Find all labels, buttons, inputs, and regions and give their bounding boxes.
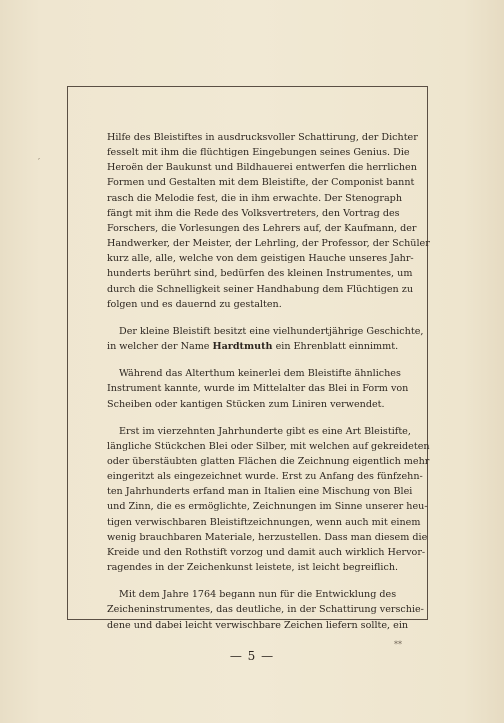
text-line: Hilfe des Bleistiftes in ausdrucksvoller Schattirung, der Dichter — [107, 132, 418, 143]
text-line: oder überstäubten glatten Flächen die Zeichnung eigentlich mehr — [107, 455, 430, 467]
paragraph — [107, 366, 409, 411]
text-line: Der kleine Bleistift besitzt eine vielhundertjährige Geschichte, — [119, 325, 424, 337]
text-line: hunderts berührt sind, bedürfen des kleinen Instrumentes, um — [107, 268, 413, 280]
text-line: ragendes in der Zeichenkunst leistete, ist leicht begreiflich. — [107, 562, 399, 574]
text-line: dene und dabei leicht verwischbare Zeichen liefern sollte, ein — [107, 619, 409, 631]
paragraph — [107, 130, 430, 312]
text-line: fängt mit ihm die Rede des Volksvertreters, den Vortrag des — [107, 207, 400, 219]
paragraph — [107, 587, 424, 632]
text-line: Scheiben oder kantigen Stücken zum Liniren verwendet. — [107, 398, 385, 410]
text-line: Kreide und den Rothstift vorzog und damit auch wirklich Hervor- — [107, 546, 426, 558]
text-line: Während das Alterthum keinerlei dem Bleistifte ähnliches — [119, 368, 401, 380]
text-line: und Zinn, die es ermöglichte, Zeichnungen im Sinne unserer heu- — [107, 501, 428, 513]
margin-tick-mark: ′ — [38, 158, 41, 168]
paragraph — [107, 424, 430, 576]
text-line: Formen und Gestalten mit dem Bleistifte, der Componist bannt — [107, 177, 415, 189]
paragraph — [107, 324, 424, 354]
text-line: kurz alle, alle, welche von dem geistigen Hauche unseres Jahr- — [107, 253, 414, 265]
text-line: Forschers, die Vorlesungen des Lehrers auf, der Kaufmann, der — [107, 222, 417, 234]
text-line: durch die Schnelligkeit seiner Handhabung dem Flüchtigen zu — [107, 283, 414, 295]
text-line: Mit dem Jahre 1764 begann nun für die Entwicklung des — [119, 589, 397, 601]
text-line: längliche Stückchen Blei oder Silber, mit welchen auf gekreideten — [107, 440, 430, 452]
text-line: wenig brauchbaren Materiale, herzustellen. Dass man diesem die — [107, 531, 428, 543]
emphasized-name: Hardtmuth — [212, 341, 273, 353]
text-line: Zeicheninstrumentes, das deutliche, in der Schattirung verschie- — [107, 604, 424, 616]
text-line: in welcher der Name Hardtmuth ein Ehrenblatt einnimmt. — [107, 341, 399, 353]
text-line: fesselt mit ihm die flüchtigen Eingebungen seines Genius. Die — [107, 147, 410, 159]
text-line: tigen verwischbaren Bleistiftzeichnungen, wenn auch mit einem — [107, 516, 421, 528]
text-line: Erst im vierzehnten Jahrhunderte gibt es eine Art Bleistifte, — [119, 425, 411, 437]
page-number: — 5 — — [229, 649, 275, 663]
text-line: Heroën der Baukunst und Bildhauerei entwerfen die herrlichen — [107, 162, 417, 174]
text-line: Handwerker, der Meister, der Lehrling, der Professor, der Schüler — [107, 238, 430, 250]
text-line: eingeritzt als eingezeichnet wurde. Erst zu Anfang des fünfzehn- — [107, 471, 423, 483]
body-text — [107, 130, 430, 633]
text-line: Instrument kannte, wurde im Mittelalter das Blei in Form von — [107, 383, 409, 395]
signature-mark: ** — [394, 640, 402, 649]
text-line: folgen und es dauernd zu gestalten. — [107, 298, 282, 310]
text-line: ten Jahrhunderts erfand man in Italien eine Mischung von Blei — [107, 486, 413, 498]
text-line: rasch die Melodie fest, die in ihm erwachte. Der Stenograph — [107, 192, 402, 204]
